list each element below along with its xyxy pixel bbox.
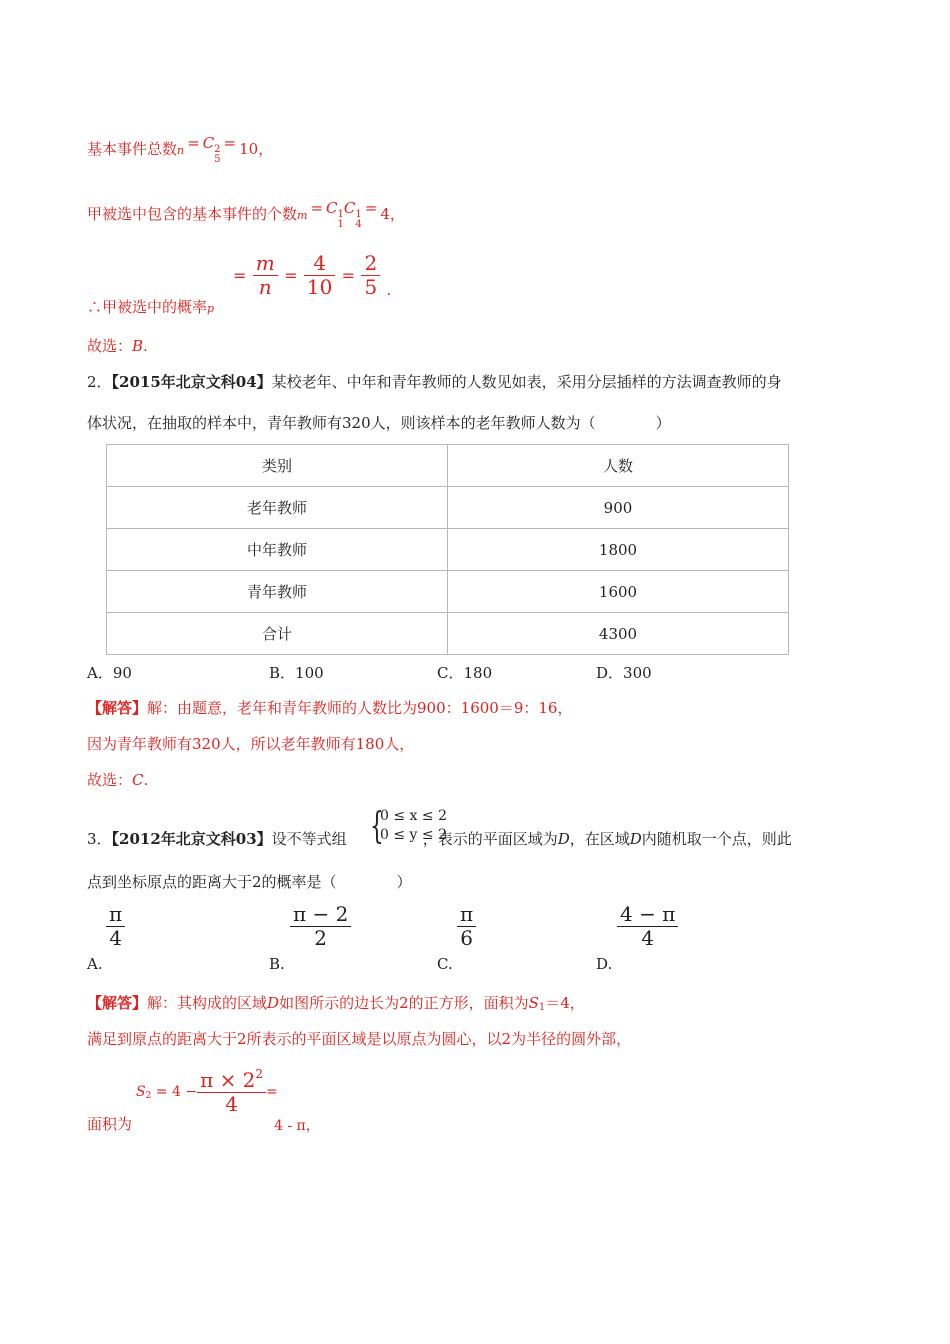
choice-a: A．90 bbox=[87, 664, 132, 682]
table-cell: 青年教师 bbox=[107, 571, 448, 613]
question-2-number: 2． bbox=[87, 373, 112, 391]
total-events-value: 10， bbox=[239, 140, 274, 158]
question-3-line-2: 点到坐标原点的距离大于2的概率是（ ） bbox=[87, 873, 412, 891]
inequality-x: 0 ≤ x ≤ 2 bbox=[380, 808, 447, 824]
fraction-2-over-5: $\frac{2}{5}$ bbox=[361, 252, 380, 299]
fraction-m-over-n: $\frac{m}{n}$ bbox=[253, 252, 278, 299]
area-fraction: $\frac{\pi \times 2^2}{4}$ bbox=[197, 1068, 266, 1116]
choice-d-fraction: 4 − π 4 bbox=[617, 903, 678, 950]
solution-2-line-1: 【解答】解：由题意，老年和青年教师的人数比为900：1600＝9：16， bbox=[87, 699, 573, 717]
table-row bbox=[107, 487, 789, 529]
question-3-source: 【2012年北京文科03】 bbox=[111, 830, 272, 848]
question-3-line-1: 3．【2012年北京文科03】设不等式组 ，表示的平面区域为D，在区域D内随机取一个点，则此 bbox=[87, 830, 792, 848]
solution-2-line-2: 因为青年教师有320人，所以老年教师有180人， bbox=[87, 735, 415, 753]
favorable-events-label: 甲被选中包含的基本事件的个数 bbox=[87, 205, 298, 223]
answer-q1: B bbox=[132, 337, 144, 355]
solution-tag: 【解答】 bbox=[87, 994, 148, 1012]
table-cell: 中年教师 bbox=[107, 529, 448, 571]
table-header-category: 类别 bbox=[107, 445, 448, 487]
var-m: m bbox=[297, 209, 308, 222]
choice-d-label: D. bbox=[596, 955, 613, 973]
fraction-4-over-10: $\frac{4}{10}$ bbox=[304, 252, 335, 299]
answer-line-q2: 故选：C. bbox=[87, 771, 149, 789]
table-cell: 合计 bbox=[107, 613, 448, 655]
question-2-source: 【2015年北京文科04】 bbox=[111, 373, 272, 391]
favorable-events-value: 4， bbox=[380, 205, 405, 223]
solution-tag: 【解答】 bbox=[87, 699, 148, 717]
question-2-line-1: 2．【2015年北京文科04】某校老年、中年和青年教师的人数见如表，采用分层插样的方法调查教师的身 bbox=[87, 373, 782, 391]
total-events-label: 基本事件总数 bbox=[87, 140, 178, 158]
var-n: n bbox=[177, 144, 185, 157]
answer-q2: C bbox=[132, 771, 144, 789]
table-cell: 1800 bbox=[448, 529, 789, 571]
choice-c-fraction: π 6 bbox=[457, 903, 476, 950]
choice-b-fraction: π − 2 2 bbox=[290, 903, 351, 950]
area-label: 面积为 bbox=[87, 1115, 133, 1133]
combination-product-expr: = C 1 1 C 1 4 = bbox=[310, 199, 378, 230]
solution-3-line-1: 【解答】解：其构成的区域D如图所示的边长为2的正方形，面积为S1＝4， bbox=[87, 994, 585, 1013]
choice-b: B．100 bbox=[269, 664, 324, 682]
table-cell: 900 bbox=[448, 487, 789, 529]
question-3-number: 3． bbox=[87, 830, 112, 848]
table-row bbox=[107, 571, 789, 613]
table-header-count: 人数 bbox=[448, 445, 789, 487]
table-row bbox=[107, 529, 789, 571]
total-events-line bbox=[87, 134, 274, 171]
probability-label: 甲被选中的概率 bbox=[102, 298, 208, 316]
var-p: p bbox=[207, 302, 215, 315]
table-cell: 老年教师 bbox=[107, 487, 448, 529]
choice-d: D．300 bbox=[596, 664, 652, 682]
answer-line-q1: 故选：B. bbox=[87, 337, 148, 355]
probability-line-label bbox=[87, 296, 214, 317]
favorable-events-line bbox=[87, 199, 405, 236]
combination-expr: = C 2 5 = bbox=[187, 134, 237, 165]
choice-c-label: C. bbox=[437, 955, 453, 973]
probability-formula: = $\frac{m}{n}$ = $\frac{4}{10}$ = $\frac{2}{5}$ $_.$ bbox=[233, 251, 392, 299]
table-row bbox=[107, 613, 789, 655]
area-result: 4 - π， bbox=[274, 1118, 320, 1134]
therefore-symbol: ∴ bbox=[87, 298, 103, 316]
choice-a-label: A. bbox=[87, 955, 103, 973]
table-cell: 4300 bbox=[448, 613, 789, 655]
inequality-y: 0 ≤ y ≤ 2 bbox=[380, 827, 447, 843]
solution-3-line-2: 满足到原点的距离大于2所表示的平面区域是以原点为圆心，以2为半径的圆外部， bbox=[87, 1030, 632, 1048]
table-header-row bbox=[107, 445, 789, 487]
area-formula: S2 = 4 − $\frac{\pi \times 2^2}{4}$ = bbox=[136, 1067, 278, 1116]
question-2-line-2: 体状况，在抽取的样本中，青年教师有320人，则该样本的老年教师人数为（ ） bbox=[87, 414, 671, 432]
table-cell: 1600 bbox=[448, 571, 789, 613]
left-brace: { bbox=[370, 806, 384, 847]
choice-c: C．180 bbox=[437, 664, 493, 682]
teacher-count-table bbox=[106, 444, 789, 655]
choice-b-label: B. bbox=[269, 955, 285, 973]
choice-a-fraction: π 4 bbox=[106, 903, 125, 950]
s2-expr: S2 = 4 − bbox=[136, 1083, 198, 1101]
